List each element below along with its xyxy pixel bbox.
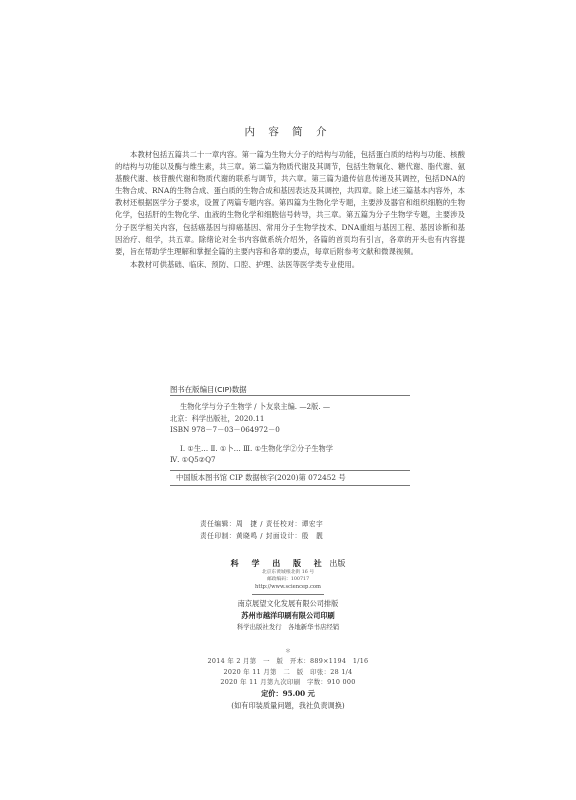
- cip-title: 图书在版编目(CIP)数据: [170, 385, 247, 394]
- cip-line-classification: Ⅰ. ①生… Ⅱ. ①卜… Ⅲ. ①生物化学②分子生物学: [180, 443, 333, 453]
- cip-line-isbn: ISBN 978－7－03－064972－0: [170, 425, 280, 434]
- intro-heading: 内 容 简 介: [244, 126, 332, 138]
- quality-notice: (如有印装质量问题，我社负责调换): [231, 700, 345, 710]
- separator-star: ＊: [284, 648, 291, 655]
- staff-credits: [200, 519, 440, 542]
- price: 定价：95.00 元: [261, 688, 315, 698]
- intro-paragraph-2: 本教材可供基础、临床、预防、口腔、护理、法医等医学类专业使用。: [130, 259, 360, 269]
- cip-line-subject: Ⅳ. ①Q5②Q7: [170, 455, 216, 464]
- publisher-block: [0, 557, 576, 712]
- publisher-address: 北京东黄城根北街 16 号: [261, 570, 315, 575]
- edition-spec-3: 2020 年 11 月第九次印刷 字数：910 000: [220, 678, 356, 686]
- staff-editor-line: 责任编辑：周 捷 / 责任校对：谭宏宇: [200, 520, 324, 528]
- intro-paragraph-1: 本教材包括五篇共二十一章内容。第一篇为生物大分子的结构与功能，包括蛋白质的结构与功能、核酸的结构与功能以及酶与维生素，共三章。第二篇为物质代谢及其调节，包括生物氧化、糖代谢、脂代谢、氨基酸代谢、核苷酸代谢和物质代谢的联系与调节，共六章。第三篇为遗传信息传递及其调控，包括DNA的生物合成、RNA的生物合成、蛋白质的生物合成和基因表达及其调控，共四章。除上述三篇基本内容外，本教材还根据医学分子要求，设置了两篇专题内容。第四篇为生物化学专题，主要涉及器官和组织细胞的生物化学，包括肝的生物化学、血液的生物化学和细胞信号转导，共三章。第五篇为分子生物学专题，主要涉及分子医学相关内容，包括癌基因与抑癌基因、常用分子生物学技术、DNA重组与基因工程、基因诊断和基因治疗、组学，共五章。除绪论对全书内容做系统介绍外，各篇的首页均有引言，各章的开头也有内容提要，旨在帮助学生理解和掌握全篇的主要内容和各章的要点，每章后附参考文献和微课视频。: [115, 150, 465, 256]
- publisher-name: [0, 557, 576, 570]
- edition-spec-2: 2020 年 11 月第 二 版 印张：28 1/4: [223, 667, 353, 676]
- cip-number: 中国版本图书馆 CIP 数据核字(2020)第 072452 号: [176, 472, 346, 482]
- typesetter-line: 南京展望文化发展有限公司排版: [237, 599, 339, 608]
- publisher-logo: 科 学 出 版 社: [230, 558, 327, 568]
- publisher-postcode: 邮政编码：100717: [266, 576, 310, 582]
- cip-block: [170, 384, 410, 486]
- publisher-rule: [252, 594, 324, 595]
- distributor-line: 科学出版社发行 各地新华书店经销: [236, 623, 340, 631]
- publisher-url: http://www.sciencep.com: [255, 584, 321, 590]
- cip-bottom-rule: [170, 485, 410, 486]
- edition-spec-1: 2014 年 2 月第 一 版 开本：889×1194 1/16: [207, 657, 369, 665]
- cip-line-title: 生物化学与分子生物学 / 卜友泉主编. —2版. —: [180, 402, 331, 411]
- publisher-action: 出版: [329, 559, 346, 568]
- intro-section: [115, 149, 465, 271]
- cip-line-publisher: 北京：科学出版社，2020.11: [170, 413, 265, 423]
- staff-print-line: 责任印制：黄晓鸣 / 封面设计：殷 靓: [200, 531, 324, 540]
- cip-body: [170, 396, 410, 466]
- printer-line: 苏州市越洋印刷有限公司印刷: [241, 611, 335, 620]
